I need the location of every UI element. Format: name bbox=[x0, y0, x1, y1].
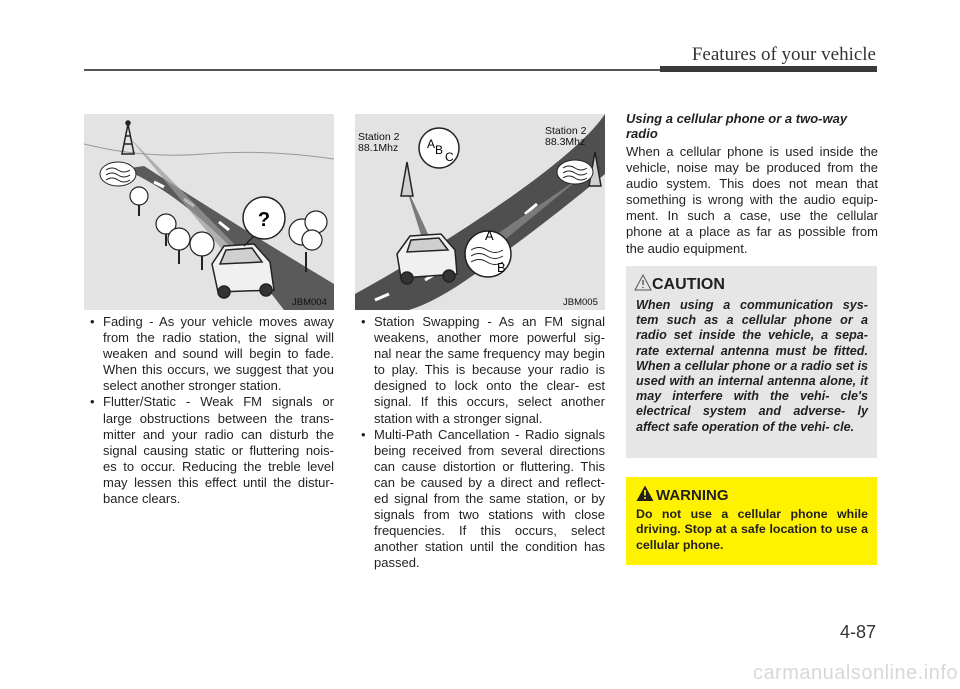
list-item: • Station Swapping - As an FM signal weakens, another more powerful sig- nal near the same frequency may begin to play. This is because your radio is designed to lock onto the clear- est signal. If this occurs, select another station with a stronger signal. bbox=[357, 314, 605, 427]
bullet-list-radio-reception bbox=[86, 314, 334, 507]
figure-code: JBM005 bbox=[563, 297, 598, 308]
question-mark: ? bbox=[257, 209, 271, 231]
list-item: • Fading - As your vehicle moves away from the radio station, the signal will weaken and sound will begin to fade. When this occurs, we suggest that you select another stronger station. bbox=[86, 314, 334, 394]
station-label-left bbox=[358, 132, 399, 154]
caution-icon bbox=[634, 274, 652, 292]
figure-station-swapping bbox=[355, 114, 605, 310]
bullet-list-fm-issues bbox=[357, 314, 605, 572]
list-item: • Flutter/Static - Weak FM signals or large obstructions between the trans- mitter and your radio can disturb the signal causing static or fluttering nois- es to occur. Reducing the treble level may lessen this effect until the distur- bance clears. bbox=[86, 394, 334, 507]
station-freq-left: 88.1Mhz bbox=[358, 142, 399, 154]
letter-a: A bbox=[427, 137, 436, 151]
header-rule bbox=[84, 69, 662, 71]
letter-a-bubble: A bbox=[485, 228, 494, 243]
warning-text: Do not use a cellular phone while driving. Stop at a safe location to use a cellular phone. bbox=[636, 507, 868, 552]
station-name-left: Station 2 bbox=[358, 131, 400, 143]
warning-title: WARNING bbox=[656, 487, 729, 504]
warning-box bbox=[626, 477, 877, 565]
fading-illustration bbox=[84, 114, 334, 310]
list-item: • Multi-Path Cancellation - Radio signals being received from several directions can cause distortion or fluttering. This can be caused by a direct and reflect- ed signal from the same station, or by signals from two stations with close frequencies. If this occurs, select another station until the condition has passed. bbox=[357, 427, 605, 572]
station-freq-right: 88.3Mhz bbox=[545, 136, 586, 148]
station-name-right: Station 2 bbox=[545, 125, 587, 137]
header-rule-thick bbox=[660, 66, 877, 72]
body-paragraph: When a cellular phone is used inside the vehicle, noise may be produced from the audio system. This does not mean that something is wrong with the audio equip- ment. In such a case, use the cellular phone at a place as far as possible from the audio equipment. bbox=[626, 144, 878, 256]
subheading: Using a cellular phone or a two-way radio bbox=[626, 111, 848, 141]
warning-icon bbox=[636, 485, 654, 502]
caution-text: When using a communication sys- tem such as a cellular phone or a radio set inside the vehicle, a sepa- rate external antenna must be fitted. When a cellular phone or a radio set is used with an internal antenna alone, it may interfere with the vehi- cle's electrical system and adverse- ly affect safe operation of the vehi- cle. bbox=[636, 298, 868, 434]
page-number: 4-87 bbox=[839, 622, 876, 642]
figure-code: JBM004 bbox=[292, 297, 327, 308]
watermark: carmanualsonline.info bbox=[752, 662, 958, 684]
figure-fading bbox=[84, 114, 334, 310]
section-title: Features of your vehicle bbox=[691, 44, 876, 65]
station-label-right bbox=[545, 126, 586, 148]
letter-c: C bbox=[445, 150, 454, 164]
letter-b-bubble: B bbox=[497, 260, 506, 275]
caution-box bbox=[626, 266, 877, 458]
letter-b: B bbox=[435, 143, 444, 157]
caution-title: CAUTION bbox=[652, 276, 725, 293]
